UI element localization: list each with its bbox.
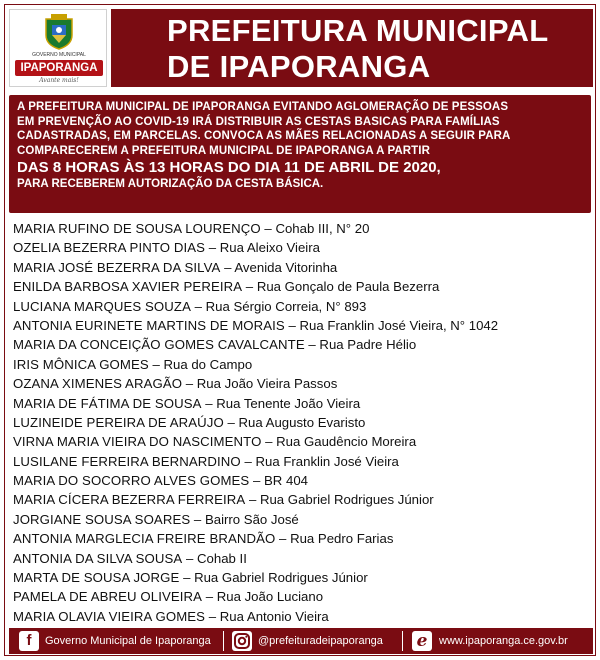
separator: –: [248, 492, 257, 508]
person-name: ANTONIA EURINETE MARTINS DE MORAIS: [13, 317, 285, 333]
person-address: Rua Gabriel Rodrigues Júnior: [194, 570, 368, 586]
person-address: Rua Gaudêncio Moreira: [276, 434, 417, 450]
person-name: MARIA JOSÉ BEZERRA DA SILVA: [13, 259, 221, 275]
footer-instagram[interactable]: @prefeituradeipaporanga: [258, 635, 383, 647]
notice-line: EM PREVENÇÃO AO COVID-19 IRÁ DISTRIBUIR AS CESTAS BASICAS PARA FAMÍLIAS: [17, 115, 500, 128]
header: [5, 5, 597, 93]
person-address: Rua Pedro Farias: [290, 531, 394, 547]
person-address: Cohab III, N° 20: [275, 221, 370, 236]
municipal-logo: [9, 9, 107, 87]
list-item: [13, 374, 597, 393]
person-name: MARIA RUFINO DE SOUSA LOURENÇO: [13, 221, 261, 236]
person-address: Rua do Campo: [163, 356, 253, 372]
person-name: ANTONIA MARGLECIA FREIRE BRANDÃO: [13, 531, 276, 547]
person-name: MARIA CÍCERA BEZERRA FERREIRA: [13, 492, 246, 508]
person-name: MARIA DO SOCORRO ALVES GOMES: [13, 473, 250, 489]
person-address: Rua Franklin José Vieira, N° 1042: [299, 317, 499, 333]
instagram-icon[interactable]: [232, 631, 252, 651]
person-address: BR 404: [264, 473, 309, 489]
logo-caption: GOVERNO MUNICIPAL: [32, 52, 86, 58]
person-address: Rua Tenente João Vieira: [216, 395, 361, 411]
person-name: MARIA DE FÁTIMA DE SOUSA: [13, 395, 202, 411]
person-name: JORGIANE SOUSA SOARES: [13, 511, 191, 527]
separator: –: [264, 221, 272, 236]
person-name: ANTONIA DA SILVA SOUSA: [13, 550, 183, 566]
mothers-list: [13, 219, 597, 626]
separator: –: [227, 414, 235, 430]
footer-divider: [402, 631, 403, 651]
notice-line: A PREFEITURA MUNICIPAL DE IPAPORANGA EVITANDO AGLOMERAÇÃO DE PESSOAS: [17, 101, 509, 113]
separator: –: [279, 531, 287, 547]
footer: [9, 628, 593, 654]
title-line-2: DE IPAPORANGA: [167, 49, 431, 84]
person-address: Rua Gonçalo de Paula Bezerra: [256, 279, 440, 295]
separator: –: [224, 259, 232, 275]
person-address: Rua Sérgio Correia, N° 893: [205, 298, 367, 314]
separator: –: [205, 589, 214, 605]
person-name: ENILDA BARBOSA XAVIER PEREIRA: [13, 279, 243, 295]
list-item: [13, 355, 597, 374]
title-banner: [111, 9, 593, 87]
list-item: [13, 471, 597, 490]
internet-explorer-icon[interactable]: e: [412, 631, 432, 651]
facebook-icon[interactable]: f: [19, 631, 39, 651]
list-item: [13, 238, 597, 257]
list-item: [13, 316, 597, 335]
separator: –: [265, 434, 273, 450]
person-address: Rua Augusto Evaristo: [238, 414, 366, 430]
person-name: MARTA DE SOUSA JORGE: [13, 570, 180, 586]
list-item: [13, 277, 597, 296]
footer-divider: [223, 631, 224, 651]
person-name: MARIA DA CONCEIÇÃO GOMES CAVALCANTE: [13, 337, 305, 353]
poster: [4, 4, 596, 656]
separator: –: [253, 473, 261, 489]
person-name: LUCIANA MARQUES SOUZA: [13, 298, 191, 314]
list-item: [13, 587, 597, 606]
separator: –: [208, 608, 217, 624]
separator: –: [194, 298, 202, 314]
list-item: [13, 219, 597, 238]
notice-line: CADASTRADAS, EM PARCELAS. CONVOCA AS MÃES RELACIONADAS A SEGUIR PARA: [17, 130, 511, 143]
separator: –: [245, 279, 254, 295]
person-name: MARIA OLAVIA VIEIRA GOMES: [13, 608, 206, 624]
person-address: Avenida Vitorinha: [234, 259, 338, 275]
notice-line: COMPARECEREM A PREFEITURA MUNICIPAL DE IPAPORANGA A PARTIR: [17, 144, 430, 157]
notice-box: [9, 95, 591, 213]
list-item: [13, 568, 597, 587]
separator: –: [193, 511, 202, 527]
footer-website[interactable]: www.ipaporanga.ce.gov.br: [439, 635, 568, 647]
person-name: PAMELA DE ABREU OLIVEIRA: [13, 589, 203, 605]
person-address: Rua Padre Hélio: [319, 337, 417, 353]
list-item: [13, 529, 597, 548]
list-item: [13, 510, 597, 529]
separator: –: [308, 337, 316, 353]
list-item: [13, 297, 597, 316]
person-name: OZELIA BEZERRA PINTO DIAS: [13, 240, 206, 256]
list-item: [13, 335, 597, 354]
person-address: Rua Franklin José Vieira: [255, 453, 399, 469]
title-line-1: PREFEITURA MUNICIPAL: [167, 13, 549, 48]
coat-of-arms-icon: [42, 13, 76, 51]
separator: –: [185, 376, 194, 392]
separator: –: [244, 453, 252, 469]
person-address: Rua Gabriel Rodrigues Júnior: [259, 492, 434, 508]
person-address: Rua João Vieira Passos: [196, 376, 338, 392]
person-address: Rua Antonio Vieira: [219, 608, 329, 624]
footer-facebook[interactable]: Governo Municipal de Ipaporanga: [45, 635, 211, 647]
list-item: [13, 549, 597, 568]
list-item: [13, 413, 597, 432]
notice-date: DAS 8 HORAS ÀS 13 HORAS DO DIA 11 DE ABRIL DE 2020,: [17, 159, 441, 177]
person-name: OZANA XIMENES ARAGÃO: [13, 376, 183, 392]
person-name: VIRNA MARIA VIEIRA DO NASCIMENTO: [13, 434, 262, 450]
list-item: [13, 452, 597, 471]
person-address: Rua João Luciano: [216, 589, 324, 605]
person-name: LUZINEIDE PEREIRA DE ARAÚJO: [13, 414, 224, 430]
logo-slogan: Avante mais!: [39, 77, 79, 84]
logo-name: IPAPORANGA: [15, 60, 103, 76]
list-item: [13, 607, 597, 626]
separator: –: [185, 550, 194, 566]
list-item: [13, 258, 597, 277]
person-address: Cohab II: [197, 550, 247, 566]
list-item: [13, 394, 597, 413]
person-address: Bairro São José: [204, 511, 299, 527]
separator: –: [205, 395, 213, 411]
list-item: [13, 432, 597, 451]
list-item: [13, 490, 597, 509]
separator: –: [288, 317, 296, 333]
person-address: Rua Aleixo Vieira: [219, 240, 320, 256]
person-name: LUSILANE FERREIRA BERNARDINO: [13, 453, 241, 469]
person-name: IRIS MÔNICA GOMES: [13, 356, 149, 372]
separator: –: [183, 570, 191, 586]
separator: –: [208, 240, 217, 256]
separator: –: [152, 356, 160, 372]
notice-tail: PARA RECEBEREM AUTORIZAÇÃO DA CESTA BÁSICA.: [17, 178, 324, 191]
